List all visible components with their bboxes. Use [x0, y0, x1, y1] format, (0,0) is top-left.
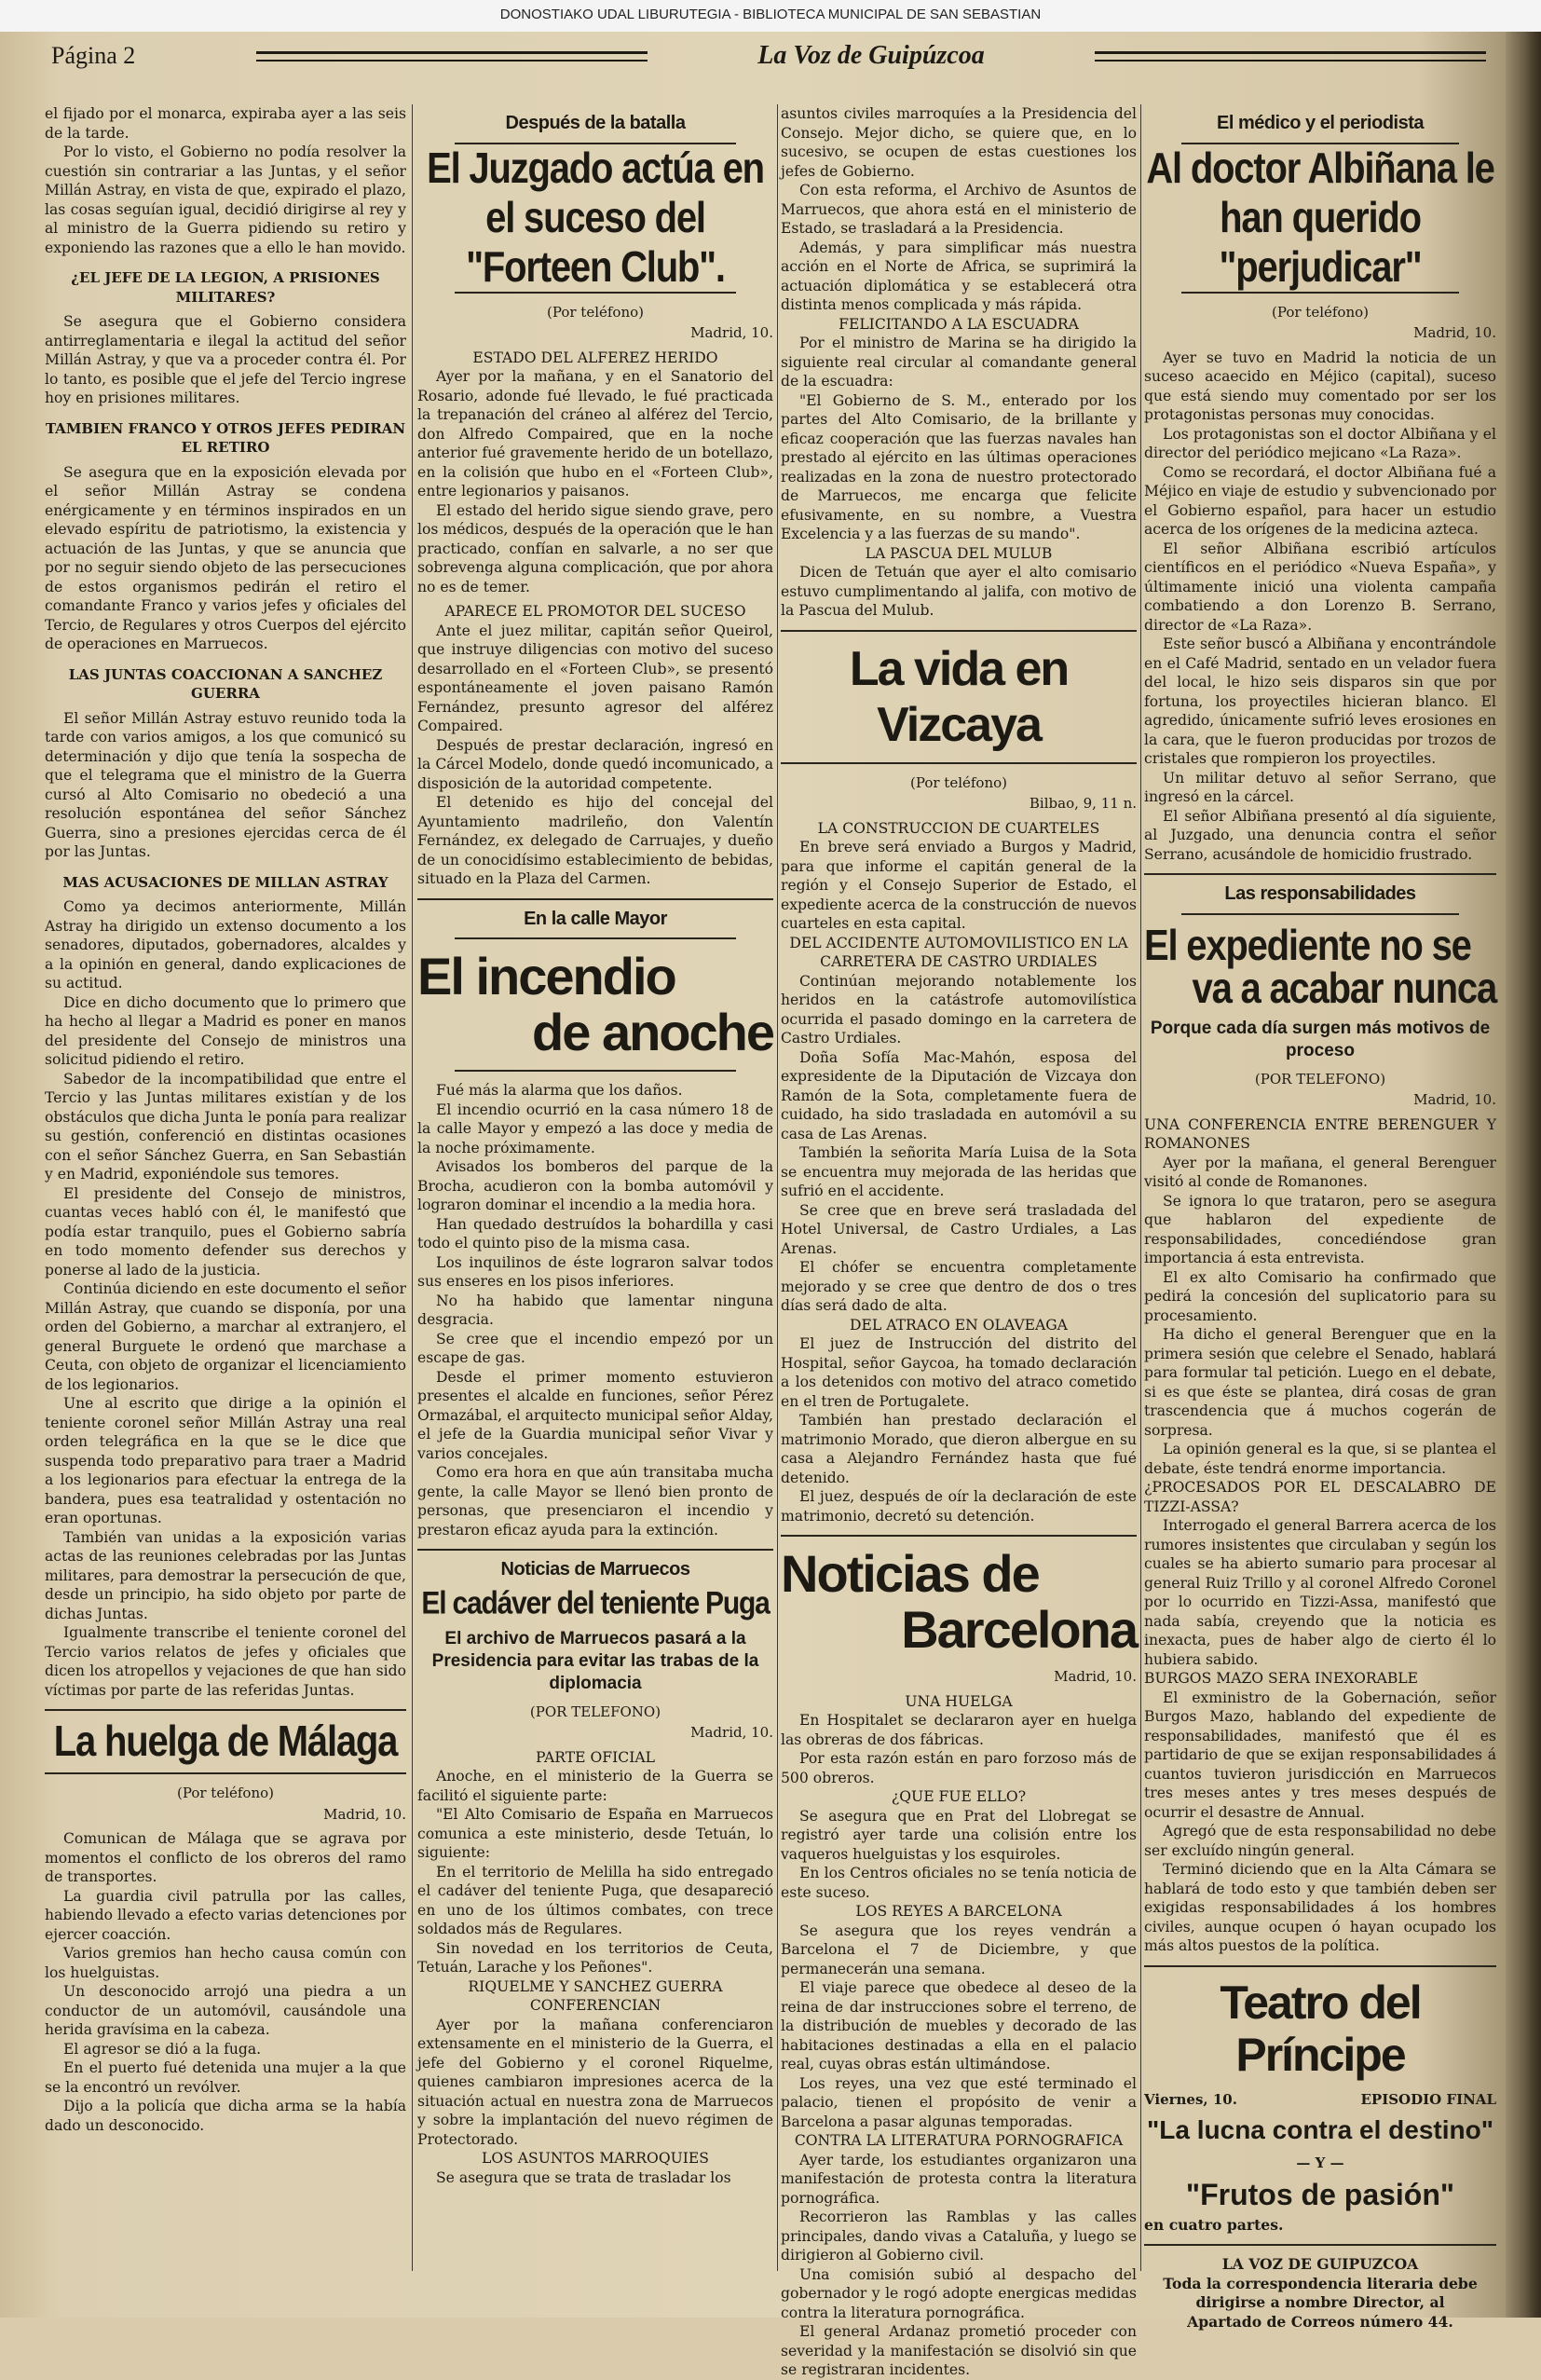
paragraph: Varios gremios han hecho causa común con los huelguistas. [45, 1945, 406, 1981]
paragraph: El exministro de la Gobernación, señor Burgos Mazo, hablando del expediente de responsabilidades, manifestó que él es partidario de que se exijan responsabilidades á cuantos tuvieron jurisdicción en Marruecos tres meses antes y tres meses después de ocurrir el desastre de Annual. [1144, 1689, 1496, 1821]
paragraph: Continúan mejorando notablemente los heridos en la catástrofe automovilística ocurrida el pasado domingo en la carretera de Castro Urdiales. [781, 972, 1137, 1046]
dateline: Madrid, 10. [690, 1724, 773, 1741]
section-divider [417, 1549, 773, 1551]
subheading: DEL ACCIDENTE AUTOMOVILISTICO EN LA CARRETERA DE CASTRO URDIALES [789, 934, 1128, 970]
section-divider [417, 898, 773, 900]
paragraph: Dicen de Tetuán que ayer el alto comisario estuvo cumplimentando al jalifa, con motivo de la Pascua del Mulub. [781, 564, 1137, 619]
parts-note: en cuatro partes. [1144, 2215, 1284, 2234]
newspaper-title: La Voz de Guipúzcoa [757, 41, 985, 70]
paragraph: Se ignora lo que trataron, pero se asegura que hablaron del expediente de responsabilidades, concediéndose gran importancia á esta entrevista. [1144, 1192, 1496, 1266]
paragraph: Ha dicho el general Berenguer que en la primera sesión que celebre el Senado, hablará para formular tal petición. Luego en el debate, si es que éste se plantea, dirá cosas de gran trascendencia que á muchos cogerán de sorpresa. [1144, 1326, 1496, 1439]
paragraph: Además, y para simplificar más nuestra acción en el Norte de Africa, se suprimirá la actuación diplomática y se establecerá otra distinta menos complicada y más rápida. [781, 239, 1137, 313]
paragraph: El general Ardanaz prometió proceder con severidad y la manifestación se disolvió sin que se registraran incidentes. [781, 2323, 1137, 2378]
paragraph: Se asegura que en Prat del Llobregat se registró ayer tarde una colisión entre los vaqueros huelguistas y los esquiroles. [781, 1807, 1137, 1863]
headline-expediente: El expediente no se [1144, 922, 1471, 969]
dateline: Madrid, 10. [1413, 324, 1496, 341]
headline-malaga: La huelga de Málaga [53, 1717, 398, 1766]
paragraph: El ex alto Comisario ha confirmado que pedirá la concesión del suplicatorio para su procesamiento. [1144, 1268, 1496, 1324]
dateline: Bilbao, 9, 11 n. [1029, 795, 1137, 812]
paragraph: Terminó diciendo que en la Alta Cámara se hablará de todo esto y que también deben ser exigidas responsabilidades á los hombres civiles, aunque ocupen ó hayan ocupado los más altos puestos de la política. [1144, 1861, 1496, 1954]
paragraph: Doña Sofía Mac-Mahón, esposa del expresidente de la Diputación de Vizcaya don Ramón de la Sota, completamente fuera de cuidado, ha sido trasladada en automóvil a su casa de Las Arenas. [781, 1048, 1137, 1142]
headline-barcelona: Noticias de [781, 1544, 1039, 1603]
paragraph: Por el ministro de Marina se ha dirigido la siguiente real circular al comandante general de la escuadra: [781, 335, 1137, 390]
subheading: LA PASCUA DEL MULUB [865, 544, 1053, 562]
paragraph: Se asegura que el Gobierno considera antirreglamentaria e ilegal la actitud del señor Millán Astray, y que va a proceder contra él. Por lo tanto, es posible que el jefe del Tercio ingrese hoy en prisiones militares. [45, 313, 406, 406]
paragraph: No ha habido que lamentar ninguna desgracia. [417, 1292, 773, 1328]
paragraph: Un desconocido arrojó una piedra a un conductor de un automóvil, causándole una herida gravísima en la cabeza. [45, 1983, 406, 2038]
paragraph: Como se recordará, el doctor Albiñana fué a Méjico en viaje de estudio y subvencionado por el Gobierno español, para hacer un estudio acerca de los orígenes de la medicina azteca. [1144, 463, 1496, 538]
subheading: APARECE EL PROMOTOR DEL SUCESO [444, 603, 746, 620]
kicker: Las responsabilidades [1224, 883, 1416, 904]
subheading: MAS ACUSACIONES DE MILLAN ASTRAY [62, 873, 389, 891]
paragraph: Los inquilinos de éste lograron salvar todos sus enseres en los pisos inferiores. [417, 1253, 773, 1290]
headline-fire: El incendio [417, 947, 675, 1005]
byline: (Por teléfono) [1271, 303, 1369, 321]
subheading: LAS JUNTAS COACCIONAN A SANCHEZ GUERRA [68, 665, 383, 702]
headline-expediente-2: va a acabar nunca [1192, 964, 1496, 1012]
column-rule [412, 104, 413, 2271]
paragraph: Los reyes, una vez que esté terminado el palacio, tienen el propósito de venir a Barcelona a pasar algunas temporadas. [781, 2074, 1137, 2130]
paragraph: El juez de Instrucción del distrito del Hospital, señor Gaycoa, ha tomado declaración a los detenidos con motivo del atraco cometido en el tren de Portugalete. [781, 1335, 1137, 1410]
column-4 [1144, 104, 1496, 2331]
subheading: DEL ATRACO EN OLAVEAGA [850, 1316, 1068, 1334]
subheading: FELICITANDO A LA ESCUADRA [839, 315, 1079, 333]
paragraph: También van unidas a la exposición varias actas de las reuniones celebradas por las Juntas militares, para demostrar la persecución de que, desde un principio, ha sido objeto por parte de dichas Juntas. [45, 1528, 406, 1622]
paragraph: Interrogado el general Barrera acerca de los rumores insistentes que circulaban y según los cuales se ha abierto sumario para procesar al general Ruiz Trillo y al coronel Alfredo Coronel por lo ocurrido en Tizzi-Assa, manifestó que nada sabía, creyendo que la noticia es inexacta, pues de haber algo de cierto él lo hubiera sabido. [1144, 1517, 1496, 1668]
page-edge-shadow [1506, 32, 1541, 2318]
subheading: ¿PROCESADOS POR EL DESCALABRO DE TIZZI-ASSA? [1144, 1479, 1496, 1515]
paragraph: También han prestado declaración el matrimonio Morado, que dieron albergue en su casa a Alejandro Fernández hasta que fué detenido. [781, 1412, 1137, 1486]
paragraph: También la señorita María Luisa de la Sota se encuentra muy mejorada de las heridas que sufrió en el accidente. [781, 1144, 1137, 1199]
episode-label: EPISODIO FINAL [1360, 2090, 1496, 2108]
paragraph: En el territorio de Melilla ha sido entregado el cadáver del teniente Puga, que desapareció en uno de los últimos combates, con trece soldados más de Regulares. [417, 1863, 773, 1937]
paragraph: Desde el primer momento estuvieron presentes el alcalde en funciones, señor Pérez Ormazábal, el arquitecto municipal señor Alday, el jefe de la Guardia municipal señor Vivar y varios concejales. [417, 1368, 773, 1462]
masthead-rule-left [256, 51, 648, 62]
kicker: En la calle Mayor [524, 908, 667, 929]
paragraph: Han quedado destruídos la bohardilla y casi todo el quinto piso de la misma casa. [417, 1215, 773, 1252]
paragraph: Dice en dicho documento que lo primero que ha hecho al llegar a Madrid es poner en manos del presidente del Consejo de ministros una solicitud pidiendo el retiro. [45, 993, 406, 1068]
page-number: Página 2 [51, 42, 136, 69]
paragraph: El incendio ocurrió en la casa número 18 de la calle Mayor y empezó a las doce y media de la noche próximamente. [417, 1101, 773, 1156]
paragraph: Avisados los bomberos del parque de la Brocha, acudieron con la bomba automóvil y lograron dominar el incendio a la media hora. [417, 1158, 773, 1213]
paragraph: Un militar detuvo al señor Serrano, que ingresó en la cárcel. [1144, 769, 1496, 805]
kicker: Después de la batalla [505, 113, 686, 133]
section-divider [781, 1535, 1137, 1537]
paragraph: Ayer por la mañana, y en el Sanatorio del Rosario, adonde fué llevado, le fué practicada la trepanación del cráneo al alférez del Tercio, don Alfredo Compaired, que en la noche anterior fué gravemente herido de un botellazo, en la colisión que hubo en el «Forteen Club», entre legionarios y paisanos. [417, 368, 773, 499]
byline: (Por teléfono) [909, 773, 1007, 791]
library-banner: DONOSTIAKO UDAL LIBURUTEGIA - BIBLIOTECA MUNICIPAL DE SAN SEBASTIAN [0, 0, 1541, 32]
paragraph: Por lo visto, el Gobierno no podía resolver la cuestión sin contrariar a las Juntas, y el señor Millán Astray, en vista de que, expirado el plazo, las cosas seguían igual, decidió dirigirse al rey y al ministro de la Guerra pidiendo su retiro y exponiendo las razones que a ello le han movido. [45, 144, 406, 256]
paragraph: "El Gobierno de S. M., enterado por los partes del Alto Comisario, de la brillante y eficaz cooperación que las fuerzas navales han prestado al ejército en las últimas operaciones realizadas en la zona de nuestro protectorado de Marruecos, me encarga que felicite efusivamente, en su nombre, a Vuestra Excelencia y a las fuerzas de su mando". [781, 391, 1137, 542]
subheading: ¿QUE FUE ELLO? [891, 1788, 1027, 1805]
paragraph: Una comisión subió al despacho del gobernador y le rogó adopte energicas medidas contra la literatura pornográfica. [781, 2265, 1137, 2321]
paragraph: El señor Albiñana presentó al día siguiente, al Juzgado, una denuncia contra el señor Serrano, acusándole de homicidio frustrado. [1144, 807, 1496, 863]
kicker: El médico y el periodista [1216, 113, 1425, 133]
paragraph: Se cree que en breve será trasladada del Hotel Universal, de Castro Urdiales, a Las Arenas. [781, 1201, 1137, 1257]
paragraph: En breve será enviado a Burgos y Madrid, para que informe el capitán general de la región y el Consejo Superior de Estado, el expediente acerca de la construcción de nuevos cuarteles en esta capital. [781, 839, 1137, 932]
headline-vizcaya: La vida en Vizcaya [849, 641, 1069, 752]
notice-text: Toda la correspondencia literaria debe dirigirse a nombre Director, al Apartado de Correos número 44. [1163, 2274, 1478, 2331]
film-title-2: "Frutos de pasión" [1185, 2177, 1455, 2211]
notice-title: LA VOZ DE GUIPUZCOA [1221, 2255, 1419, 2273]
paragraph: Continúa diciendo en este documento el señor Millán Astray, que cuando se disponía, por una orden del Gobierno, a marchar al extranjero, el general Burguete le ordenó que marchase a Ceuta, con objeto de organizar el licenciamiento de los legionarios. [45, 1280, 406, 1393]
paragraph: En Hospitalet se declararon ayer en huelga las obreras de dos fábricas. [781, 1712, 1137, 1748]
subheading: ESTADO DEL ALFEREZ HERIDO [472, 349, 718, 366]
subheading: TAMBIEN FRANCO Y OTROS JEFES PEDIRAN EL RETIRO [45, 419, 406, 456]
section-divider [1181, 913, 1459, 915]
subheading: UNA HUELGA [905, 1692, 1013, 1710]
subheading: LOS REYES A BARCELONA [855, 1903, 1062, 1920]
theatre-info [1144, 2090, 1496, 2110]
section-divider [781, 630, 1137, 632]
paragraph: Se cree que el incendio empezó por un escape de gas. [417, 1330, 773, 1366]
paragraph: Se asegura que en la exposición elevada por el señor Millán Astray se condena enérgicamente y en términos inspirados en un elevado espíritu de patriotismo, la existencia y actuación de las Juntas, y que se anuncia que por no seguir siendo objeto de las persecuciones de estos organismos pedirán el retiro el comandante Franco y varios jefes y oficiales del Tercio, de Regulares y otros Cuerpos del ejército de operaciones en Marruecos. [45, 463, 406, 652]
section-divider [1144, 873, 1496, 875]
paragraph: Comunican de Málaga que se agrava por momentos el conflicto de los obreros del ramo de transportes. [45, 1830, 406, 1885]
paragraph: Se asegura que los reyes vendrán a Barcelona el 7 de Diciembre, y que permanecerán una semana. [781, 1922, 1137, 1977]
paragraph: El viaje parece que obedece al deseo de la reina de dar instrucciones sobre el terreno, de la distribución de muebles y decorado de las habitaciones destinadas a ella en el palacio real, cuyas obras están ultimándose. [781, 1979, 1137, 2072]
headline-albinana: Al doctor Albiñana le han querido "perjudicar" [1146, 144, 1494, 291]
paragraph: Sin novedad en los territorios de Ceuta, Tetuán, Larache y los Peñones". [417, 1939, 773, 1976]
paragraph: En el puerto fué detenida una mujer a la que se la encontró un revólver. [45, 2059, 406, 2096]
section-divider [45, 1772, 406, 1774]
section-divider [45, 1709, 406, 1711]
dateline: Madrid, 10. [690, 324, 773, 341]
column-2 [417, 104, 773, 2271]
subheading: BURGOS MAZO SERA INEXORABLE [1144, 1670, 1419, 1687]
paragraph: El estado del herido sigue siendo grave, pero los médicos, después de la operación que le han practicado, confían en salvarle, a no ser que sobrevenga alguna complicación, que por ahora no es de temer. [417, 501, 773, 595]
column-3 [781, 104, 1137, 2378]
subheading: UNA CONFERENCIA ENTRE BERENGUER Y ROMANONES [1144, 1115, 1496, 1152]
paragraph: Igualmente transcribe el teniente coronel del Tercio varios relatos de jefes y oficiales que dicen los atropellos y vejaciones de que han sido víctimas por parte de las referidas Juntas. [45, 1624, 406, 1699]
paragraph: El juez, después de oír la declaración de este matrimonio, decretó su detención. [781, 1488, 1137, 1525]
paragraph: Ayer por la mañana conferenciaron extensamente en el ministerio de la Guerra, el jefe del Gobierno y el coronel Riquelme, quienes cambiaron impresiones acerca de la situación actual en nuestra zona de Marruecos y sobre la implantación del nuevo régimen de Protectorado. [417, 2016, 773, 2148]
paragraph: Como era hora en que aún transitaba mucha gente, la calle Mayor se llenó bien pronto de personas, que presenciaron el incendio y prestaron eficaz ayuda para la extinción. [417, 1464, 773, 1539]
paragraph: Ante el juez militar, capitán señor Queirol, que instruye diligencias con motivo del suceso desarrollado en el «Forteen Club», se presentó espontáneamente el joven paisano Ramón Fernández, presunto agresor del alférez Compaired. [417, 622, 773, 734]
paragraph: Después de prestar declaración, ingresó en la Cárcel Modelo, donde quedó incomunicado, a disposición de la autoridad competente. [417, 736, 773, 792]
kicker: Noticias de Marruecos [500, 1559, 690, 1580]
byline: (POR TELEFONO) [529, 1703, 661, 1720]
paragraph: asuntos civiles marroquíes a la Presidencia del Consejo. Mejor dicho, se quiere que, en lo sucesivo, se ocupen de estas cuestiones los jefes de Gobierno. [781, 105, 1137, 180]
paragraph: El señor Millán Astray estuvo reunido toda la tarde con varios amigos, a los que comunicó su determinación y dijo que tenía la sospecha de que el telegrama que el ministro de la Guerra cursó al Alto Comisario no obedeció a una resolución espontánea del señor Sánchez Guerra, sino a presiones ejercidas cerca de él por las Juntas. [45, 709, 406, 860]
paragraph: El presidente del Consejo de ministros, cuantas veces habló con él, le manifestó que podía estar tranquilo, pues el Gobierno sabría en todo momento defender sus derechos y ponerse al lado de la justicia. [45, 1184, 406, 1279]
conjunction: — Y — [1296, 2154, 1344, 2171]
paragraph: Une al escrito que dirige a la opinión el teniente coronel señor Millán Astray una real orden telegráfica en la que se le dice que suspenda todo preparativo para traer a Madrid a los legionarios para efectuar la entrega de la bandera, pues esa teatralidad y ostentación no eran oportunas. [45, 1395, 406, 1526]
paragraph: Ayer tarde, los estudiantes organizaron una manifestación de protesta contra la literatura pornográfica. [781, 2151, 1137, 2207]
byline: (Por teléfono) [176, 1785, 274, 1801]
headline-puga: El cadáver del teniente Puga [421, 1584, 770, 1621]
paragraph: "El Alto Comisario de España en Marruecos comunica a este ministerio, desde Tetuán, lo siguiente: [417, 1806, 773, 1861]
paragraph: el fijado por el monarca, expiraba ayer a las seis de la tarde. [45, 105, 406, 142]
paragraph: El detenido es hijo del concejal del Ayuntamiento madrileño, don Valentín Fernández, ex delegado de Carruajes, y dueño de un conocidísimo establecimiento de bebidas, situado en la Plaza del Carmen. [417, 794, 773, 887]
deck: Porque cada día surgen más motivos de proceso [1150, 1018, 1491, 1060]
subheading: RIQUELME Y SANCHEZ GUERRA CONFERENCIAN [468, 1977, 723, 2014]
headline-barcelona-2: Barcelona [901, 1600, 1137, 1659]
paragraph: Ayer por la mañana, el general Berenguer visitó al conde de Romanones. [1144, 1154, 1496, 1190]
paragraph: Agregó que de esta responsabilidad no debe ser excluído ningún general. [1144, 1823, 1496, 1859]
paragraph: Ayer se tuvo en Madrid la noticia de un suceso acaecido en Méjico (capital), suceso que está siendo muy comentado por ser los protagonistas personas muy conocidas. [1144, 349, 1496, 423]
paragraph: Este señor buscó a Albiñana y encontrándole en el Café Madrid, sentado en un velador fuera del local, le hizo seis disparos sin que por fortuna, los proyectiles hicieran blanco. El agredido, únicamente sufrió leves erosiones en la cara, que le fueron producidas por trozos de cristales que rompieron los proyectiles. [1144, 636, 1496, 767]
paragraph: Dijo a la policía que dicha arma se la había dado un desconocido. [45, 2098, 406, 2134]
paragraph: La guardia civil patrulla por las calles, habiendo llevado a efecto varias detenciones por ejercer coacción. [45, 1887, 406, 1943]
column-1 [45, 104, 406, 2271]
deck: El archivo de Marruecos pasará a la Presidencia para evitar las trabas de la diplomacia [431, 1628, 759, 1693]
theatre-date: Viernes, 10. [1144, 2090, 1237, 2108]
paragraph: La opinión general es la que, si se plantea el debate, éste tendrá enorme importancia. [1144, 1441, 1496, 1477]
paragraph: Por esta razón están en paro forzoso más de 500 obreros. [781, 1750, 1137, 1786]
paragraph: El chófer se encuentra completamente mejorado y se cree que dentro de dos o tres días será dado de alta. [781, 1259, 1137, 1314]
paragraph: El señor Albiñana escribió artículos científicos en el periódico «Nueva España», y últimamente inició una violenta campaña combatiendo a don Lorenzo B. Serrano, director de «La Raza». [1144, 540, 1496, 634]
headline-forteen-club: El Juzgado actúa en el suceso del "Forteen Club". [427, 144, 764, 291]
paragraph: El agresor se dió a la fuga. [63, 2040, 262, 2058]
paragraph: En los Centros oficiales no se tenía noticia de este suceso. [781, 1865, 1137, 1901]
subheading: CONTRA LA LITERATURA PORNOGRAFICA [794, 2132, 1124, 2149]
headline-fire-2: de anoche [532, 1003, 773, 1061]
subheading: LOS ASUNTOS MARROQUIES [482, 2150, 709, 2167]
dateline: Madrid, 10. [1413, 1091, 1496, 1108]
byline: (POR TELEFONO) [1254, 1070, 1386, 1087]
section-divider [1144, 1965, 1496, 1967]
paragraph: Se asegura que se trata de trasladar los [436, 2168, 731, 2186]
byline: (Por teléfono) [546, 303, 644, 321]
paragraph: Los protagonistas son el doctor Albiñana y el director del periódico mejicano «La Raza». [1144, 425, 1496, 461]
paragraph: Con esta reforma, el Archivo de Asuntos de Marruecos, que ahora está en el ministerio de Estado, se trasladará a la Presidencia. [781, 182, 1137, 237]
paragraph: Fué más la alarma que los daños. [436, 1082, 683, 1099]
column-rule [777, 104, 778, 2271]
masthead [51, 32, 1505, 80]
subheading: LA CONSTRUCCION DE CUARTELES [817, 819, 1100, 837]
dateline: Madrid, 10. [1054, 1668, 1137, 1685]
section-divider [455, 937, 736, 939]
section-divider [1144, 2244, 1496, 2246]
section-divider [455, 1070, 736, 1072]
masthead-rule-right [1095, 51, 1486, 62]
paragraph: Anoche, en el ministerio de la Guerra se facilitó el siguiente parte: [417, 1768, 773, 1804]
section-divider [781, 762, 1137, 764]
film-title-1: "La lucna contra el destino" [1147, 2115, 1493, 2144]
paragraph: Sabedor de la incompatibilidad que entre el Tercio y las Juntas militares existían y de los obstáculos que dicha Junta le ponía para realizar su gestión, conferenció en distintas ocasiones con el señor Sánchez Guerra, en San Sebastián y en Madrid, exponiéndole sus temores. [45, 1070, 406, 1183]
subheading: PARTE OFICIAL [535, 1748, 655, 1766]
subheading: ¿EL JEFE DE LA LEGION, A PRISIONES MILITARES? [71, 269, 380, 306]
paragraph: Como ya decimos anteriormente, Millán Astray ha dirigido un extenso documento a los senadores, diputados, gobernadores, alcaldes y a la opinión en general, dando explicaciones de su actitud. [45, 898, 406, 992]
paragraph: Recorrieron las Ramblas y las calles principales, dando vivas a Cataluña, y luego se dirigieron al Gobierno civil. [781, 2209, 1137, 2264]
theatre-title: Teatro del Príncipe [1220, 1976, 1421, 2081]
dateline: Madrid, 10. [323, 1805, 406, 1823]
column-rule [1140, 104, 1141, 2271]
